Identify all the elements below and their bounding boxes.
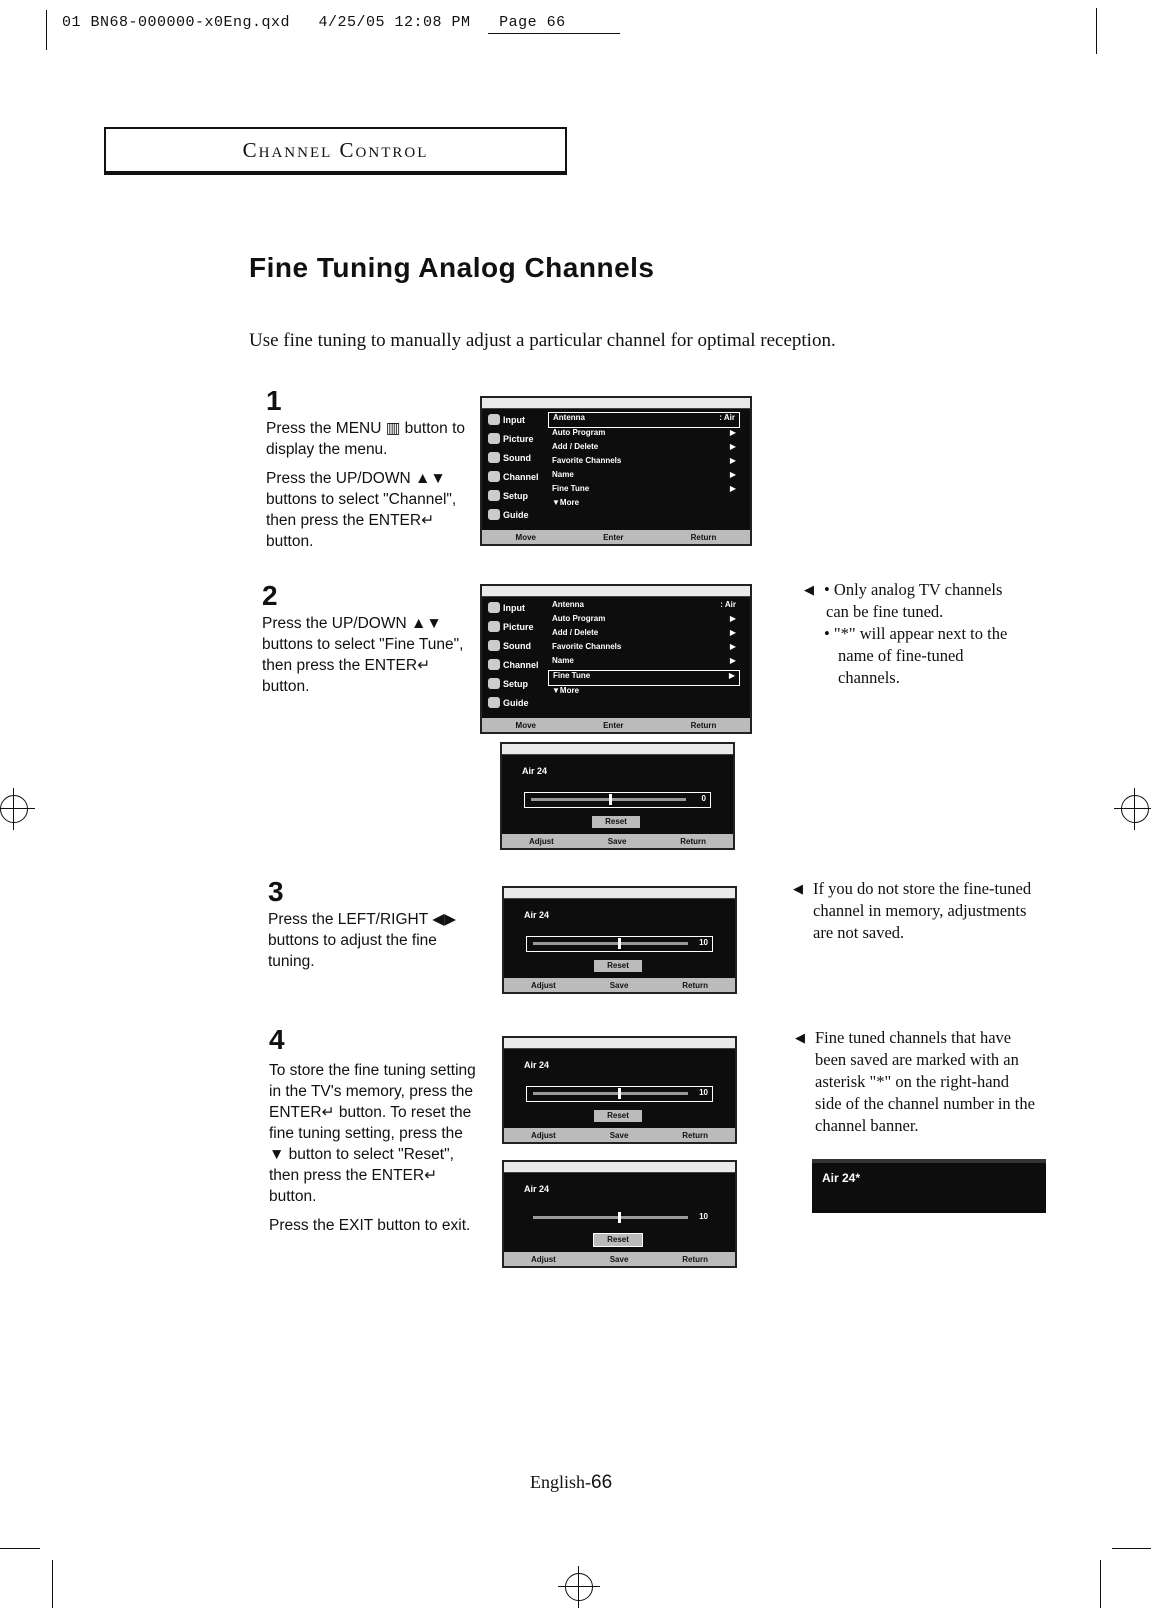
fine-tune-value: 10 <box>699 938 708 947</box>
osd-menu-screen <box>480 584 752 734</box>
osd-sidebar-item: Setup <box>482 674 544 693</box>
crop-mark <box>1096 8 1097 54</box>
arrow-left-icon: ◀ <box>793 881 803 896</box>
channel-label: Air 24 <box>522 766 548 776</box>
note-line: channel banner. <box>815 1116 919 1135</box>
note-line: • Only analog TV channels <box>824 580 1003 599</box>
fine-tune-screen <box>502 886 737 994</box>
sound-icon <box>488 640 500 651</box>
osd-sidebar-item: Input <box>482 410 544 429</box>
registration-mark <box>565 1573 593 1601</box>
osd-menu-item: Favorite Channels ▶ <box>552 642 736 651</box>
step-number: 2 <box>262 580 278 611</box>
channel-label: Air 24 <box>524 1184 550 1194</box>
osd-bottom-bar: Adjust Save Return <box>504 1128 735 1142</box>
guide-icon <box>488 697 500 708</box>
crop-mark <box>52 1560 53 1608</box>
channel-icon <box>488 659 500 670</box>
osd-menu-item: ▼More <box>552 686 580 695</box>
osd-bottom-bar: Adjust Save Return <box>504 978 735 992</box>
osd-sidebar <box>482 598 544 718</box>
step-1-text <box>266 418 481 560</box>
osd-title-bar <box>504 1038 735 1049</box>
registration-mark <box>0 795 28 823</box>
registration-mark <box>1121 795 1149 823</box>
osd-menu-item: Fine Tune ▶ <box>548 670 740 686</box>
fine-tune-slider <box>526 1086 713 1102</box>
note-line: asterisk "*" on the right-hand <box>815 1072 1010 1091</box>
fine-tune-value: 0 <box>701 794 706 803</box>
guide-icon <box>488 509 500 520</box>
crop-mark <box>1100 1560 1101 1608</box>
fine-tune-screen <box>502 1160 737 1268</box>
note-step-3 <box>793 878 1032 944</box>
input-icon <box>488 602 500 613</box>
note-line: If you do not store the fine-tuned <box>813 879 1032 898</box>
note-line: been saved are marked with an <box>815 1050 1019 1069</box>
note-line: Fine tuned channels that have <box>815 1028 1012 1047</box>
osd-sidebar-item: Guide <box>482 505 544 524</box>
section-header: Channel Control <box>104 127 567 173</box>
osd-menu-item: Antenna : Air <box>552 600 736 609</box>
osd-sidebar-item: Channel <box>482 655 544 674</box>
osd-bottom-bar: Move Enter Return <box>482 718 750 732</box>
setup-icon <box>488 678 500 689</box>
slider-knob <box>618 938 621 949</box>
crop-mark <box>0 1548 40 1549</box>
osd-menu-item: Favorite Channels ▶ <box>552 456 736 465</box>
osd-menu-item: Fine Tune ▶ <box>552 484 736 493</box>
osd-bottom-bar: Adjust Save Return <box>502 834 733 848</box>
osd-bottom-bar: Move Enter Return <box>482 530 750 544</box>
osd-title-bar <box>504 888 735 899</box>
osd-sidebar <box>482 410 544 530</box>
slider-knob <box>609 794 612 805</box>
step-paragraph: Press the EXIT button to exit. <box>269 1217 471 1234</box>
step-4-text <box>269 1060 479 1244</box>
step-number: 3 <box>268 876 284 907</box>
osd-title-bar <box>482 398 750 409</box>
osd-menu-item: Add / Delete ▶ <box>552 442 736 451</box>
note-line: • "*" will appear next to the <box>824 624 1008 643</box>
step-paragraph: Press the UP/DOWN ▲▼ buttons to select "Fine Tune", then press the ENTER↵ button. <box>262 615 464 695</box>
osd-sidebar-item: Guide <box>482 693 544 712</box>
arrow-left-icon: ◀ <box>795 1030 805 1045</box>
fine-tune-slider <box>526 936 713 952</box>
picture-icon <box>488 433 500 444</box>
note-step-2 <box>804 579 1008 689</box>
step-paragraph: To store the fine tuning setting in the TV's memory, press the ENTER↵ button. To reset the fine tuning setting, press the ▼ button to select "Reset", then press the ENTER↵ button. <box>269 1062 476 1205</box>
note-line: can be fine tuned. <box>826 602 944 621</box>
reset-button: Reset <box>594 960 642 972</box>
osd-title-bar <box>482 586 750 597</box>
intro-text: Use fine tuning to manually adjust a particular channel for optimal reception. <box>249 330 836 351</box>
note-line: are not saved. <box>813 923 905 942</box>
osd-sidebar-item: Channel <box>482 467 544 486</box>
note-line: channel in memory, adjustments <box>813 901 1027 920</box>
fine-tune-slider <box>524 792 711 808</box>
osd-menu-item: Auto Program ▶ <box>552 428 736 437</box>
section-underline <box>104 173 567 175</box>
step-paragraph: Press the MENU ▥ button to display the menu. <box>266 420 466 458</box>
osd-sidebar-item: Picture <box>482 617 544 636</box>
footer-language: English- <box>530 1472 591 1492</box>
osd-bottom-bar: Adjust Save Return <box>504 1252 735 1266</box>
osd-menu-item: Name ▶ <box>552 656 736 665</box>
step-2-text <box>262 613 477 705</box>
reset-button: Reset <box>592 816 640 828</box>
osd-sidebar-item: Picture <box>482 429 544 448</box>
sound-icon <box>488 452 500 463</box>
osd-menu-item: Add / Delete ▶ <box>552 628 736 637</box>
channel-label: Air 24 <box>524 910 550 920</box>
note-line: name of fine-tuned <box>838 646 964 665</box>
fine-tune-value: 10 <box>699 1088 708 1097</box>
step-number: 1 <box>266 385 282 416</box>
fine-tune-value: 10 <box>699 1212 708 1221</box>
picture-icon <box>488 621 500 632</box>
input-icon <box>488 414 500 425</box>
fine-tune-slider <box>526 1210 713 1226</box>
osd-menu-item: Name ▶ <box>552 470 736 479</box>
osd-menu-screen <box>480 396 752 546</box>
footer-page-number: 66 <box>591 1472 613 1493</box>
crop-mark <box>46 10 47 50</box>
osd-sidebar-item: Setup <box>482 486 544 505</box>
reset-button: Reset <box>594 1110 642 1122</box>
channel-banner: Air 24* <box>812 1159 1046 1213</box>
print-slug: 01 BN68-000000-x0Eng.qxd 4/25/05 12:08 PM Page 66 <box>62 14 566 31</box>
osd-sidebar-item: Input <box>482 598 544 617</box>
osd-menu-item: Auto Program ▶ <box>552 614 736 623</box>
osd-menu-item: Antenna : Air <box>548 412 740 428</box>
crop-mark <box>488 33 620 34</box>
crop-mark <box>1112 1548 1151 1549</box>
osd-sidebar-item: Sound <box>482 448 544 467</box>
osd-menu-list <box>548 412 740 512</box>
channel-icon <box>488 471 500 482</box>
arrow-left-icon: ◀ <box>804 582 814 597</box>
page-title: Fine Tuning Analog Channels <box>249 252 655 283</box>
step-paragraph: Press the UP/DOWN ▲▼ buttons to select "Channel", then press the ENTER↵ button. <box>266 470 457 550</box>
step-3-text <box>268 909 483 980</box>
fine-tune-screen <box>500 742 735 850</box>
slider-knob <box>618 1088 621 1099</box>
setup-icon <box>488 490 500 501</box>
channel-label: Air 24 <box>524 1060 550 1070</box>
step-number: 4 <box>269 1024 285 1055</box>
note-line: channels. <box>838 668 900 687</box>
osd-sidebar-item: Sound <box>482 636 544 655</box>
osd-title-bar <box>502 744 733 755</box>
fine-tune-screen <box>502 1036 737 1144</box>
page-footer <box>530 1472 612 1494</box>
osd-menu-list <box>548 600 740 700</box>
note-line: side of the channel number in the <box>815 1094 1035 1113</box>
note-step-4 <box>795 1027 1035 1137</box>
step-paragraph: Press the LEFT/RIGHT ◀▶ buttons to adjust the fine tuning. <box>268 911 457 970</box>
reset-button: Reset <box>594 1234 642 1246</box>
osd-menu-item: ▼More <box>552 498 580 507</box>
slider-knob <box>618 1212 621 1223</box>
osd-title-bar <box>504 1162 735 1173</box>
